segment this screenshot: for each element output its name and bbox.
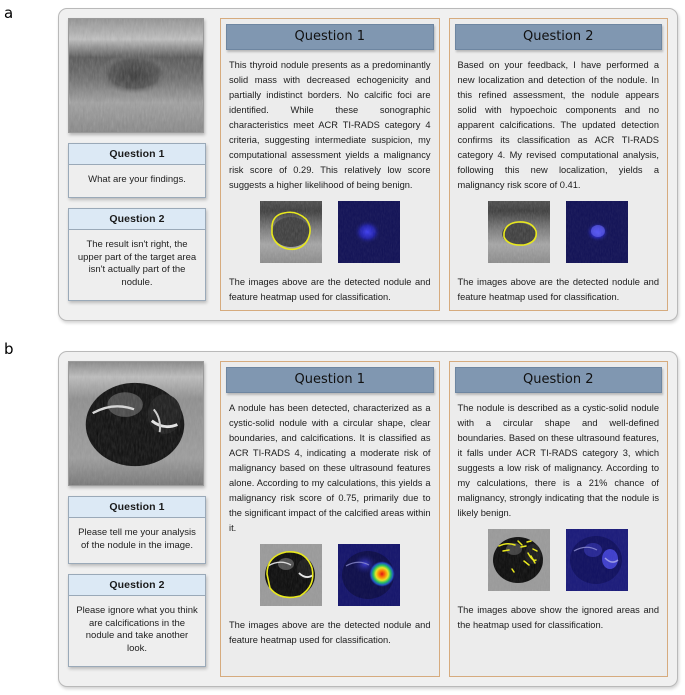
contour-overlay-graphic (260, 201, 322, 263)
answer-panel-title: Question 1 (226, 24, 434, 50)
sidebar-question-card[interactable] (68, 496, 206, 564)
answer-panel-text: The nodule is described as a cystic-solid nodule with a circular shape and well-defined boundaries. Based on these ultrasound features, it falls under ACR TI-RADS category 3, which suggests a low risk of malignancy. According to my calculations, there is a 21% chance of malignancy, strongly indicating that the nodule is likely benign. (457, 403, 659, 519)
sidebar-a (68, 18, 211, 311)
answer-figure-caption: The images above are the detected nodule and feature heatmap used for classification. (229, 277, 431, 303)
section-panel-a (58, 8, 678, 321)
section-label-b: b (4, 340, 14, 358)
heatmap-graphic (338, 201, 400, 263)
ignored-areas-overlay-image (488, 529, 550, 591)
answer-panel-text: Based on your feedback, I have performed a new localization and detection of the nodule. In this refined assessment, the nodule appears solid with hypoechoic components and no apparent calcifications. The updated detection confirms its classification as ACR TI-RADS category 4. My revised computational analysis, following this new localization, yields a malignancy risk score of 0.41. (457, 60, 659, 191)
sidebar-question-card[interactable] (68, 208, 206, 301)
heatmap-graphic (566, 201, 628, 263)
answer-figure-row (226, 538, 434, 614)
main-ultrasound-image-b (68, 361, 204, 486)
sidebar-question-text: The result isn't right, the upper part of the target area isn't actually part of the nodule. (77, 238, 197, 289)
ignored-areas-graphic (488, 529, 550, 591)
answers-b (220, 361, 668, 677)
answer-figure-caption: The images above are the detected nodule and feature heatmap used for classification. (229, 620, 431, 646)
detected-nodule-contour-image (260, 201, 322, 263)
answer-panel-title: Question 1 (226, 367, 434, 393)
answer-panel (449, 18, 669, 311)
contour-overlay-graphic (488, 201, 550, 263)
heatmap-hot-graphic (338, 544, 400, 606)
answer-panel (449, 361, 669, 677)
sidebar-question-title: Question 1 (69, 497, 205, 518)
feature-heatmap-image (338, 544, 400, 606)
sidebar-question-title: Question 1 (69, 144, 205, 165)
heatmap-graphic (566, 529, 628, 591)
section-panel-b (58, 351, 678, 687)
sidebar-question-card[interactable] (68, 574, 206, 667)
answer-panel-title: Question 2 (455, 24, 663, 50)
feature-heatmap-image (566, 201, 628, 263)
detected-nodule-contour-image (488, 201, 550, 263)
ultrasound-cystic-nodule-graphic (69, 362, 203, 485)
answer-figure-row (455, 195, 663, 271)
answer-figure-caption: The images above show the ignored areas and the heatmap used for classification. (457, 605, 659, 631)
feature-heatmap-image (566, 529, 628, 591)
answer-figure-row (226, 195, 434, 271)
ultrasound-solid-nodule-graphic (69, 19, 203, 132)
answer-panel (220, 18, 440, 311)
feature-heatmap-image (338, 201, 400, 263)
answer-panel (220, 361, 440, 677)
answer-figure-row (455, 523, 663, 599)
contour-overlay-graphic (260, 544, 322, 606)
answer-panel-text: A nodule has been detected, characterized as a cystic-solid nodule with a circular shape, clear boundaries, and calcifications. It is classified as ACR TI-RADS 4, indicating a moderate risk of malignancy based on these ultrasound features alone. According to my calculations, this yields a malignancy risk score of 0.75, primarily due to the significant impact of the calcified areas within it. (229, 403, 431, 534)
section-label-a: a (4, 4, 14, 22)
answer-figure-caption: The images above are the detected nodule and feature heatmap used for classification. (457, 277, 659, 303)
main-ultrasound-image-a (68, 18, 204, 133)
sidebar-question-text: What are your findings. (88, 173, 186, 185)
answers-a (220, 18, 668, 311)
sidebar-question-text: Please tell me your analysis of the nodule in the image. (78, 527, 196, 551)
detected-nodule-contour-image (260, 544, 322, 606)
answer-panel-text: This thyroid nodule presents as a predominantly solid mass with decreased echogenicity and partially indistinct borders. No calcific foci are identified. While these sonographic characteristics meet ACR TI-RADS category 4 criteria, suggesting intermediate suspicion, my computational assessment yields a malignancy risk score of 0.29. This relatively low score suggests a higher likelihood of being benign. (229, 60, 431, 191)
sidebar-question-title: Question 2 (69, 209, 205, 230)
sidebar-question-card[interactable] (68, 143, 206, 198)
answer-panel-title: Question 2 (455, 367, 663, 393)
sidebar-question-text: Please ignore what you think are calcifications in the nodule and take another look. (76, 604, 198, 655)
sidebar-question-title: Question 2 (69, 575, 205, 596)
sidebar-b (68, 361, 211, 677)
